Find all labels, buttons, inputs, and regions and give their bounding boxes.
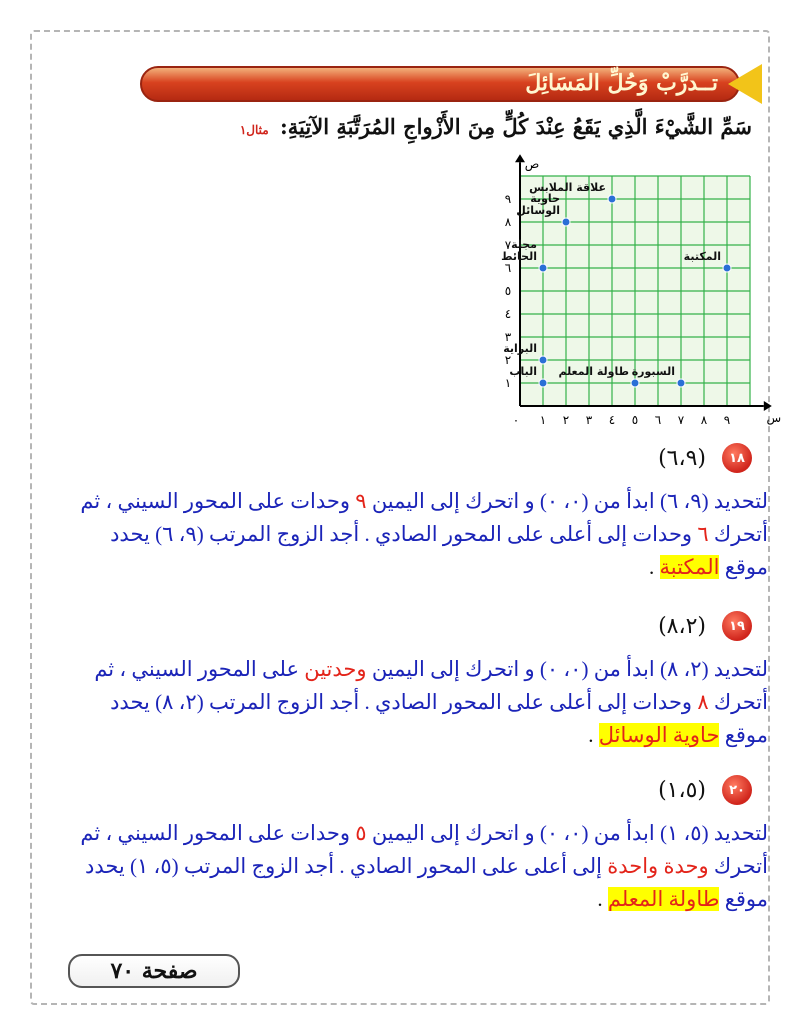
answer-text: لتحديد (٩، ٦) ابدأ من (٠، ٠) و اتحرك إلى اليمين (366, 489, 768, 513)
answer-text: وحدات إلى أعلى على المحور الصادي . أجد الزوج المرتب (٩، ٦) يحدد (110, 522, 698, 546)
problem-18 (658, 443, 752, 473)
answer-text: وحدات على المحور السيني ، ثم (80, 821, 356, 845)
x-tick-label: ٩ (723, 413, 731, 427)
banner-arrow-icon (728, 64, 762, 104)
x-tick-label: ٥ (631, 413, 639, 427)
ordered-pair: (٨،٢) (658, 613, 706, 639)
grid-item-label: طاولة المعلم (558, 365, 629, 378)
answer-text: وحدات إلى أعلى على المحور الصادي . أجد الزوج المرتب (٢، ٨) يحدد (110, 690, 698, 714)
grid-item-marker (723, 264, 731, 272)
answer-text: . (649, 555, 660, 579)
page-number-label: صفحة ٧٠ (110, 958, 198, 984)
example-reference: مثال١ (239, 123, 269, 137)
answer-highlight: المكتبة (659, 555, 720, 579)
answer-text: موقع (719, 555, 768, 579)
y-tick-label: ٢ (504, 353, 512, 367)
grid-item-marker (539, 264, 547, 272)
answer-18 (28, 485, 768, 584)
y-axis-label: ص (524, 157, 540, 172)
answer-red: وحدتين (304, 657, 367, 681)
answer-text: موقع (719, 887, 768, 911)
coordinate-grid (500, 157, 782, 436)
problem-20 (658, 775, 752, 805)
x-tick-label: ٧ (677, 413, 685, 427)
answer-line (28, 719, 768, 752)
answer-text: أتحرك (708, 854, 768, 878)
problem-number: ٢٠ (722, 775, 752, 805)
answer-text: موقع (719, 723, 768, 747)
x-tick-label: ١ (539, 413, 547, 427)
answer-red: ٩ (355, 489, 367, 513)
section-title: تــدرَّبْ وَحُلِّ المَسَائِلَ (525, 70, 718, 96)
answer-red: ٦ (697, 522, 709, 546)
grid-item-label: الوسائل (516, 204, 560, 217)
problem-19 (658, 611, 752, 641)
instruction-text (52, 114, 752, 139)
answer-line (28, 686, 768, 719)
answer-text: وحدات على المحور السيني ، ثم (80, 489, 356, 513)
y-tick-label: ٤ (504, 307, 512, 321)
x-tick-label: ٢ (562, 413, 570, 427)
answer-text: لتحديد (٢، ٨) ابدأ من (٠، ٠) و اتحرك إلى اليمين (366, 657, 768, 681)
answer-text: لتحديد (٥، ١) ابدأ من (٠، ٠) و اتحرك إلى اليمين (366, 821, 768, 845)
y-tick-label: ٨ (504, 215, 512, 229)
answer-text: . (597, 887, 608, 911)
grid-item-label: البراية (503, 342, 537, 355)
grid-item-label: السبورة (631, 365, 675, 378)
answer-text: أتحرك (708, 690, 768, 714)
page-number-box (68, 954, 240, 988)
y-tick-label: ١ (504, 376, 512, 390)
answer-19 (28, 653, 768, 752)
answer-line (28, 883, 768, 916)
x-tick-label: ٣ (585, 413, 593, 427)
answer-red: وحدة واحدة (607, 854, 709, 878)
y-tick-label: ٥ (504, 284, 512, 298)
grid-item-marker (539, 356, 547, 364)
ordered-pair: (١،٥) (658, 777, 706, 803)
problem-number: ١٨ (722, 443, 752, 473)
grid-item-label: المكتبة (683, 250, 721, 263)
instruction-body: سَمِّ الشَّيْءَ الَّذِي يَقَعُ عِنْدَ كُلٍّ مِنَ الأَزْواجِ المُرَتَّبَةِ الآتِيَةِ: (280, 114, 752, 139)
section-banner (140, 64, 762, 104)
grid-item-marker (608, 195, 616, 203)
answer-line (28, 653, 768, 686)
grid-item-label: حاوية (530, 192, 560, 205)
answer-text: على المحور السيني ، ثم (94, 657, 305, 681)
problem-number: ١٩ (722, 611, 752, 641)
grid-item-label: مجلة (511, 238, 537, 251)
grid-item-marker (631, 379, 639, 387)
grid-item-marker (677, 379, 685, 387)
answer-highlight: حاوية الوسائل (598, 723, 720, 747)
grid-item-marker (539, 379, 547, 387)
answer-line (28, 518, 768, 551)
grid-item-marker (562, 218, 570, 226)
x-axis-label: س (766, 411, 782, 425)
answer-line (28, 817, 768, 850)
answer-text: إلى أعلى على المحور الصادي . أجد الزوج المرتب (٥، ١) يحدد (84, 854, 608, 878)
answer-20 (28, 817, 768, 916)
x-tick-label: ٨ (700, 413, 708, 427)
answer-highlight: طاولة المعلم (607, 887, 720, 911)
answer-text: . (588, 723, 599, 747)
answer-line (28, 850, 768, 883)
answer-text: أتحرك (708, 522, 768, 546)
answer-line (28, 551, 768, 584)
y-tick-label: ٧ (504, 238, 512, 252)
origin-label: ٠ (512, 413, 520, 427)
x-axis-arrow-icon (764, 401, 772, 411)
ordered-pair: (٦،٩) (658, 445, 706, 471)
x-tick-label: ٦ (654, 413, 662, 427)
y-tick-label: ٣ (504, 330, 512, 344)
y-tick-label: ٦ (504, 261, 512, 275)
grid-item-label: الباب (509, 365, 537, 378)
grid-item-label: الحائط (501, 250, 537, 263)
x-tick-label: ٤ (608, 413, 616, 427)
answer-red: ٥ (355, 821, 367, 845)
grid-item-label: علاقة الملابس (529, 181, 606, 194)
y-tick-label: ٩ (504, 192, 512, 206)
grid-svg (500, 157, 782, 436)
answer-line (28, 485, 768, 518)
answer-red: ٨ (697, 690, 709, 714)
